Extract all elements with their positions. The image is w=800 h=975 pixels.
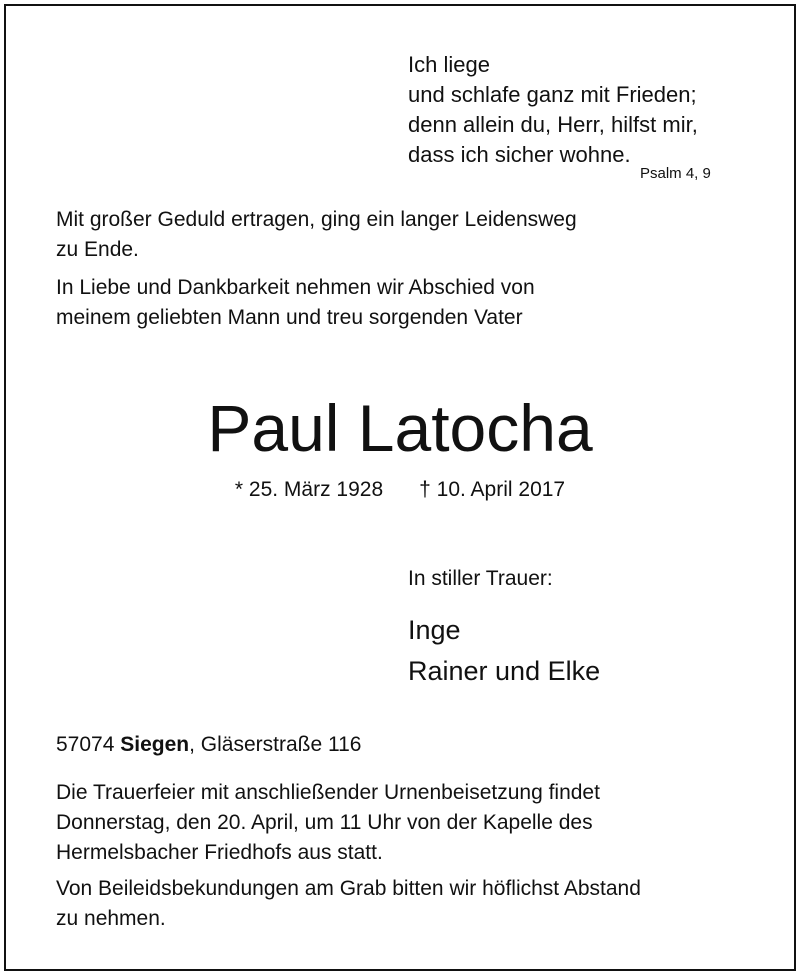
- postal-code: 57074: [56, 733, 115, 756]
- deceased-name: Paul Latocha: [207, 391, 593, 465]
- verse-line: denn allein du, Herr, hilfst mir,: [408, 112, 698, 137]
- intro-paragraph-suffering: [56, 205, 577, 265]
- street-address: , Gläserstraße 116: [189, 733, 362, 756]
- text-line: Hermelsbacher Friedhofs aus statt.: [56, 841, 383, 864]
- mourner-name: Inge: [408, 615, 461, 645]
- psalm-reference: Psalm 4, 9: [640, 165, 711, 182]
- mourning-heading: In stiller Trauer:: [408, 567, 553, 590]
- text-line: Von Beileidsbekundungen am Grab bitten wir höflichst Abstand: [56, 877, 641, 900]
- intro-paragraph-farewell: [56, 273, 535, 333]
- family-address: [56, 733, 361, 757]
- text-line: Donnerstag, den 20. April, um 11 Uhr von der Kapelle des: [56, 811, 593, 834]
- verse-line: Ich liege: [408, 52, 490, 77]
- text-line: zu Ende.: [56, 238, 139, 261]
- text-line: Mit großer Geduld ertragen, ging ein langer Leidensweg: [56, 208, 577, 231]
- city-name: Siegen: [120, 733, 190, 756]
- verse-line: und schlafe ganz mit Frieden;: [408, 82, 697, 107]
- mourners-list: [408, 610, 600, 692]
- text-line: Die Trauerfeier mit anschließender Urnenbeisetzung findet: [56, 781, 600, 804]
- death-date: † 10. April 2017: [419, 478, 566, 501]
- mourner-name: Rainer und Elke: [408, 656, 601, 686]
- condolence-note: [56, 874, 641, 934]
- life-dates: [0, 478, 800, 502]
- text-line: meinem geliebten Mann und treu sorgenden Vater: [56, 306, 523, 329]
- birth-date: * 25. März 1928: [234, 478, 384, 501]
- verse-line: dass ich sicher wohne.: [408, 142, 631, 167]
- text-line: zu nehmen.: [56, 907, 166, 930]
- funeral-service-details: [56, 778, 600, 868]
- text-line: In Liebe und Dankbarkeit nehmen wir Abschied von: [56, 276, 535, 299]
- psalm-verse: [408, 50, 698, 170]
